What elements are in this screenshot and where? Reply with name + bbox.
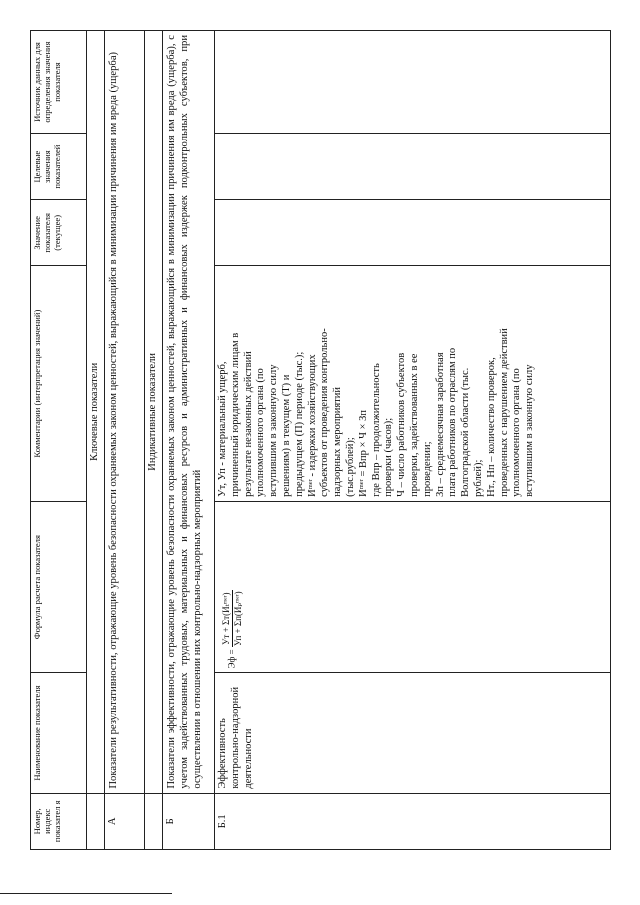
row-b xyxy=(163,31,215,850)
comment-line: Ч – число работников субъектов xyxy=(396,352,408,497)
row-b1-name: Эффективность контрольно-надзорной деятельности xyxy=(215,673,611,793)
key-indicators-label: Ключевые показатели xyxy=(87,31,105,794)
indicative-label: Индикативные показатели xyxy=(145,31,163,794)
comment-line: Иᵐᵉʳ = Впр × Ч × Зп xyxy=(357,410,369,497)
comment-line: Зп – среднемесячная заработная xyxy=(434,352,446,497)
comment-line: Нт., Нп – количество проверок, xyxy=(485,357,497,497)
header-row xyxy=(31,31,87,850)
row-b1-data-source xyxy=(215,31,611,134)
header-data-source: Источник данных для определения значения показателя xyxy=(31,31,87,134)
comment-line: проведенных с нарушением действий xyxy=(498,328,510,497)
row-b1-index: Б.1 xyxy=(215,793,611,849)
formula-fraction xyxy=(221,590,244,647)
comment-line: проверки, задействованных в ее xyxy=(408,353,420,497)
comment-line: проверки (часов); xyxy=(383,417,395,497)
row-a-index: А xyxy=(105,793,145,849)
row-b1 xyxy=(215,31,611,850)
header-formula: Формула расчета показателя xyxy=(31,501,87,673)
row-b-index: Б xyxy=(163,793,215,849)
header-current-value: Значение показателя (текущее) xyxy=(31,200,87,266)
comment-line: Волгоградской области (тыс. xyxy=(460,367,472,497)
formula-denominator: Уп + Σп(Иₚᵐᵉʳ) xyxy=(232,591,243,647)
indicative-row xyxy=(145,31,163,850)
comment-line: уполномоченного органа (по xyxy=(511,368,523,497)
comment-line: (тыс.рублей); xyxy=(344,437,356,497)
row-a xyxy=(105,31,145,850)
comment-line: предыдущем (П) периоде (тыс.); xyxy=(293,351,305,497)
comment-line: причиненный юридическим лицам в xyxy=(229,332,241,497)
footnote-divider xyxy=(0,893,172,894)
row-b1-current-value xyxy=(215,200,611,266)
comment-line: Иᵐᵉʳ - издержки хозяйствующих xyxy=(306,354,318,497)
comment-line: субъектов от проведения контрольно- xyxy=(319,328,331,497)
header-target-values: Целевые значения показателей xyxy=(31,134,87,200)
comment-line: вступившим в законную силу xyxy=(524,364,536,497)
row-b-text: Показатели эффективности, отражающие уровень безопасности охраняемых законом ценностей, выражающийся в минимизации причинения им вреда (ущерба), с учетом задействованных трудовых, материальных и финансовых ресурсов и административных и финансовых издержек подконтрольных субъектов, при осуществлении в отношении них контрольно-надзорных мероприятий xyxy=(163,31,215,794)
comment-line: Ут, Уп - материальный ущерб, xyxy=(217,361,228,497)
comment-line: проведении; xyxy=(421,441,433,497)
indicators-table xyxy=(30,30,611,850)
comment-line: плата работников по отраслям по xyxy=(447,347,459,497)
header-name: Наименование показателя xyxy=(31,673,87,793)
comment-line: результате незаконных действий xyxy=(242,351,254,497)
comment-line: где Впр – продолжительность xyxy=(370,363,382,497)
rotated-table-container xyxy=(30,30,612,850)
comment-line: вступившим в законную силу xyxy=(268,364,280,497)
formula-prefix: Эф = xyxy=(226,649,237,669)
header-comments: Комментарии (интерпретация значений) xyxy=(31,266,87,501)
row-a-text: Показатели результативности, отражающие уровень безопасности охраняемых законом ценностей, выражающийся в минимизации причинения им вреда (ущерба) xyxy=(105,31,145,794)
row-b1-formula xyxy=(215,501,611,673)
row-b1-target-values xyxy=(215,134,611,200)
key-indicators-row xyxy=(87,31,105,850)
comment-line: уполномоченного органа (по xyxy=(255,368,267,497)
header-number: Номер, индекс показател я xyxy=(31,793,87,849)
comment-line: решениям) в текущем (Т) и xyxy=(280,374,292,497)
comment-line: надзорных мероприятий xyxy=(332,386,344,497)
comment-line: рублей); xyxy=(472,459,484,497)
formula-numerator: Ут + Σт(Иₜᵐᵉʳ) xyxy=(221,590,233,647)
row-b1-comment xyxy=(215,266,611,501)
